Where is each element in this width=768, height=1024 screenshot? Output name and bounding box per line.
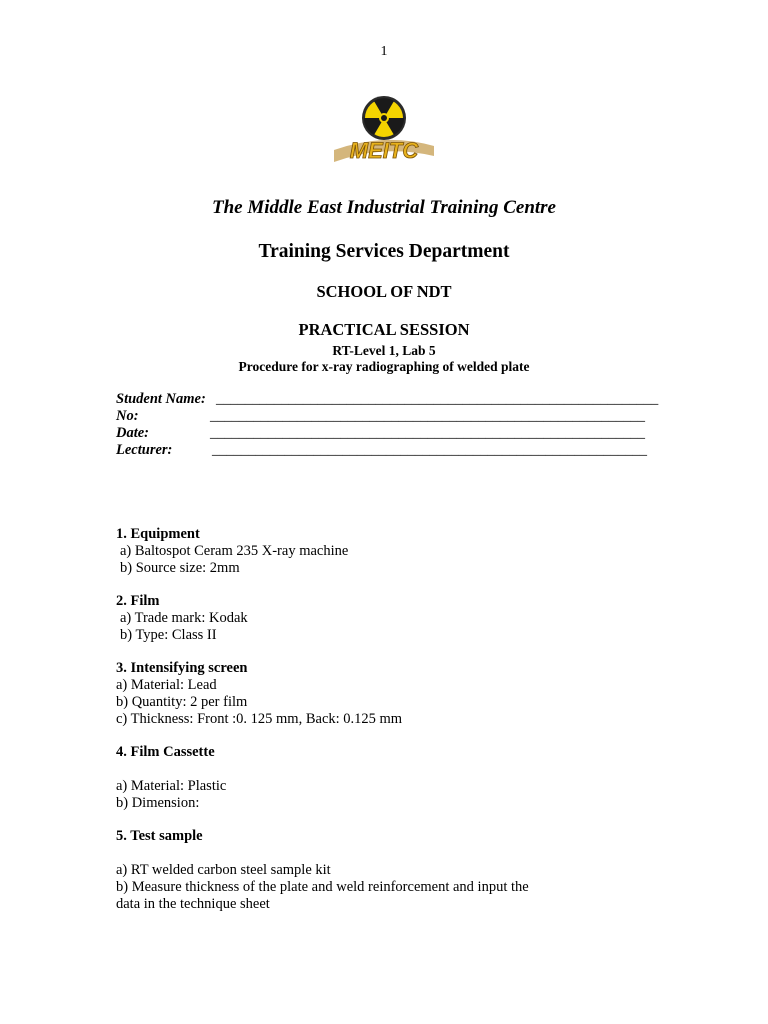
section-test-sample (116, 828, 529, 912)
student-name-row (116, 391, 659, 408)
list-item: a) Material: Lead (116, 677, 217, 694)
lecturer-row (116, 442, 647, 459)
student-name-label: Student Name: (116, 391, 206, 407)
list-item: b) Measure thickness of the plate and weld reinforcement and input the (116, 878, 529, 895)
list-item: a) Baltospot Ceram 235 X-ray machine (120, 542, 349, 559)
procedure-title: Procedure for x-ray radiographing of welded plate (238, 359, 530, 374)
lecturer-label: Lecturer: (116, 442, 173, 458)
list-item: a) Trade mark: Kodak (120, 609, 248, 626)
list-item: b) Quantity: 2 per film (116, 693, 248, 710)
student-name-field[interactable]: _____________________________________________________________ (216, 391, 659, 407)
section-film (116, 593, 529, 643)
meitc-logo (330, 92, 438, 174)
section-title: 2. Film (116, 593, 160, 610)
no-row (116, 408, 645, 425)
list-item: a) Material: Plastic (116, 777, 227, 794)
section-title: 3. Intensifying screen (116, 660, 248, 677)
section-title: 4. Film Cassette (116, 744, 215, 761)
svg-text:MEITC: MEITC (349, 138, 419, 163)
page-number: 1 (380, 44, 388, 59)
list-item: c) Thickness: Front :0. 125 mm, Back: 0.125 mm (116, 710, 403, 727)
no-field[interactable]: ____________________________________________________________ (210, 408, 645, 424)
list-item: data in the technique sheet (116, 895, 270, 912)
department-title: Training Services Department (258, 241, 510, 262)
section-intensifying-screen (116, 660, 529, 727)
procedure-sections (116, 526, 529, 929)
list-item: b) Dimension: (116, 794, 200, 811)
no-label: No: (116, 408, 139, 424)
date-label: Date: (116, 425, 150, 441)
lab-subtitle: RT-Level 1, Lab 5 (332, 343, 436, 358)
list-item: b) Type: Class II (120, 626, 217, 643)
section-equipment (116, 526, 529, 576)
section-film-cassette (116, 744, 529, 811)
session-title: PRACTICAL SESSION (298, 320, 470, 339)
organization-name: The Middle East Industrial Training Centre (211, 197, 556, 218)
list-item: a) RT welded carbon steel sample kit (116, 861, 331, 878)
section-title: 5. Test sample (116, 828, 203, 845)
lecturer-field[interactable]: ____________________________________________________________ (212, 442, 647, 458)
date-field[interactable]: ____________________________________________________________ (210, 425, 645, 441)
section-title: 1. Equipment (116, 526, 200, 542)
date-row (116, 425, 645, 442)
list-item: b) Source size: 2mm (120, 559, 240, 576)
student-info-form (116, 391, 659, 459)
school-title: SCHOOL OF NDT (316, 282, 452, 301)
